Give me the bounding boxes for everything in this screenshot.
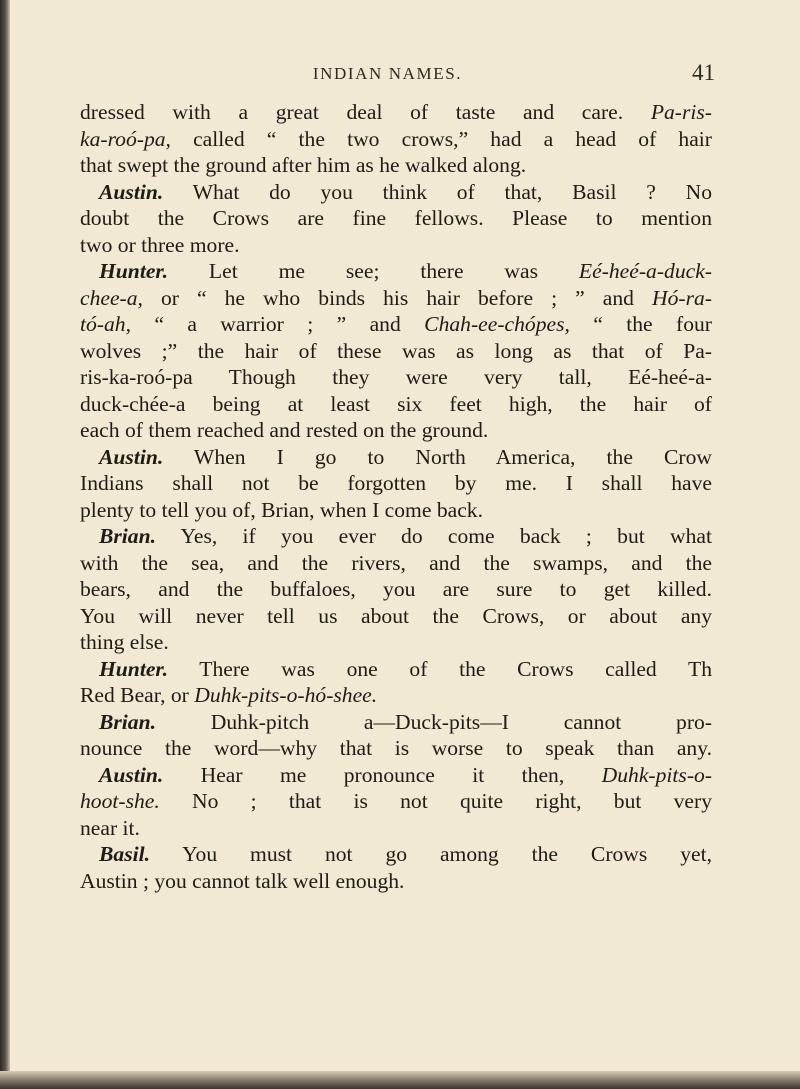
text-run: wolves ;” the hair of these was as long as that of Pa- (80, 338, 712, 363)
text-line (80, 285, 712, 312)
text-run: No ; that is not quite right, but very (159, 789, 712, 813)
text-line (80, 152, 712, 179)
text-line (80, 629, 712, 656)
text-line (80, 841, 712, 868)
page-bottom-edge (0, 1071, 800, 1089)
text-run: or “ he who binds his hair before ; ” and (142, 285, 653, 310)
text-run: duck-chée-a being at least six feet high, the hair of (80, 391, 712, 416)
text-line (80, 523, 712, 550)
text-run: nounce the word—why that is worse to speak than any. (80, 736, 712, 760)
text-run: near it. (80, 815, 140, 840)
text-line (80, 258, 712, 285)
text-line (80, 232, 712, 259)
text-run: When I go to North America, the Crow (163, 444, 712, 469)
text-line (80, 391, 712, 418)
page-number: 41 (692, 60, 715, 85)
text-line (80, 470, 712, 497)
text-run: There was one of the Crows called Th (168, 656, 712, 681)
text-run: thing else. (80, 630, 169, 654)
text-line (80, 576, 712, 603)
text-line (80, 364, 712, 391)
text-run: You will never tell us about the Crows, or about any (80, 603, 712, 628)
text-line (80, 311, 712, 338)
text-run: dressed with a great deal of taste and care. (80, 100, 651, 124)
text-run: Duhk-pitch a—Duck-pits—I cannot pro- (156, 709, 712, 734)
text-line (80, 603, 712, 630)
text-line (80, 762, 712, 789)
text-line (80, 682, 712, 709)
text-line (80, 868, 712, 895)
text-run: Hear me pronounce it then, (163, 762, 602, 787)
body-text (80, 99, 712, 894)
speaker-name: Brian. (99, 709, 157, 734)
italic-term: Duhk-pits-o- (601, 762, 712, 787)
text-run: Indians shall not be forgotten by me. I shall have (80, 471, 712, 495)
speaker-name: Austin. (99, 444, 164, 469)
italic-term: Eé-heé-a-duck- (578, 259, 712, 283)
text-line (80, 338, 712, 365)
text-run: called “ the two crows,” had a head of hair (170, 126, 712, 151)
italic-term: hoot-she. (80, 789, 160, 813)
italic-term: Pa-ris- (650, 100, 712, 124)
italic-term: Chah-ee-chópes, (424, 312, 570, 336)
text-run: plenty to tell you of, Brian, when I come back. (80, 497, 483, 522)
italic-term: tó-ah, (80, 312, 131, 336)
speaker-name: Austin. (99, 179, 164, 204)
text-line (80, 735, 712, 762)
text-line (80, 656, 712, 683)
text-run: “ the four (569, 312, 712, 336)
text-line (80, 550, 712, 577)
text-run: You must not go among the Crows yet, (150, 842, 712, 866)
text-line (80, 205, 712, 232)
running-head-title: INDIAN NAMES. (312, 64, 463, 83)
running-head (60, 60, 715, 90)
text-run: each of them reached and rested on the ground. (80, 418, 489, 442)
text-line (80, 444, 712, 471)
text-run: two or three more. (80, 232, 240, 257)
text-run: Yes, if you ever do come back ; but what (156, 524, 712, 548)
text-run: Austin ; you cannot talk well enough. (80, 868, 405, 893)
speaker-name: Basil. (99, 842, 151, 866)
page-binding-edge (0, 0, 10, 1089)
text-line (80, 815, 712, 842)
text-run: Let me see; there was (168, 259, 579, 283)
text-line (80, 99, 712, 126)
text-run: “ a warrior ; ” and (130, 312, 425, 336)
text-run: bears, and the buffaloes, you are sure to get killed. (80, 577, 712, 601)
text-run: Red Bear, or (80, 683, 195, 707)
text-line (80, 497, 712, 524)
italic-term: ka-roó-pa, (80, 126, 171, 151)
italic-term: Hó-ra- (652, 285, 712, 310)
text-run: that swept the ground after him as he walked along. (80, 153, 527, 177)
speaker-name: Hunter. (99, 259, 169, 283)
text-run: What do you think of that, Basil ? No (163, 179, 712, 204)
italic-term: Duhk-pits-o-hó-shee. (194, 683, 378, 707)
text-line (80, 788, 712, 815)
italic-term: chee-a, (80, 285, 143, 310)
speaker-name: Austin. (99, 762, 164, 787)
text-line (80, 126, 712, 153)
text-line (80, 709, 712, 736)
speaker-name: Brian. (99, 524, 157, 548)
speaker-name: Hunter. (99, 656, 169, 681)
text-line (80, 179, 712, 206)
text-line (80, 417, 712, 444)
text-run: with the sea, and the rivers, and the swamps, and the (80, 550, 712, 575)
text-run: doubt the Crows are fine fellows. Please to mention (80, 206, 712, 230)
text-run: ris-ka-roó-pa Though they were very tall, Eé-heé-a- (80, 365, 712, 389)
